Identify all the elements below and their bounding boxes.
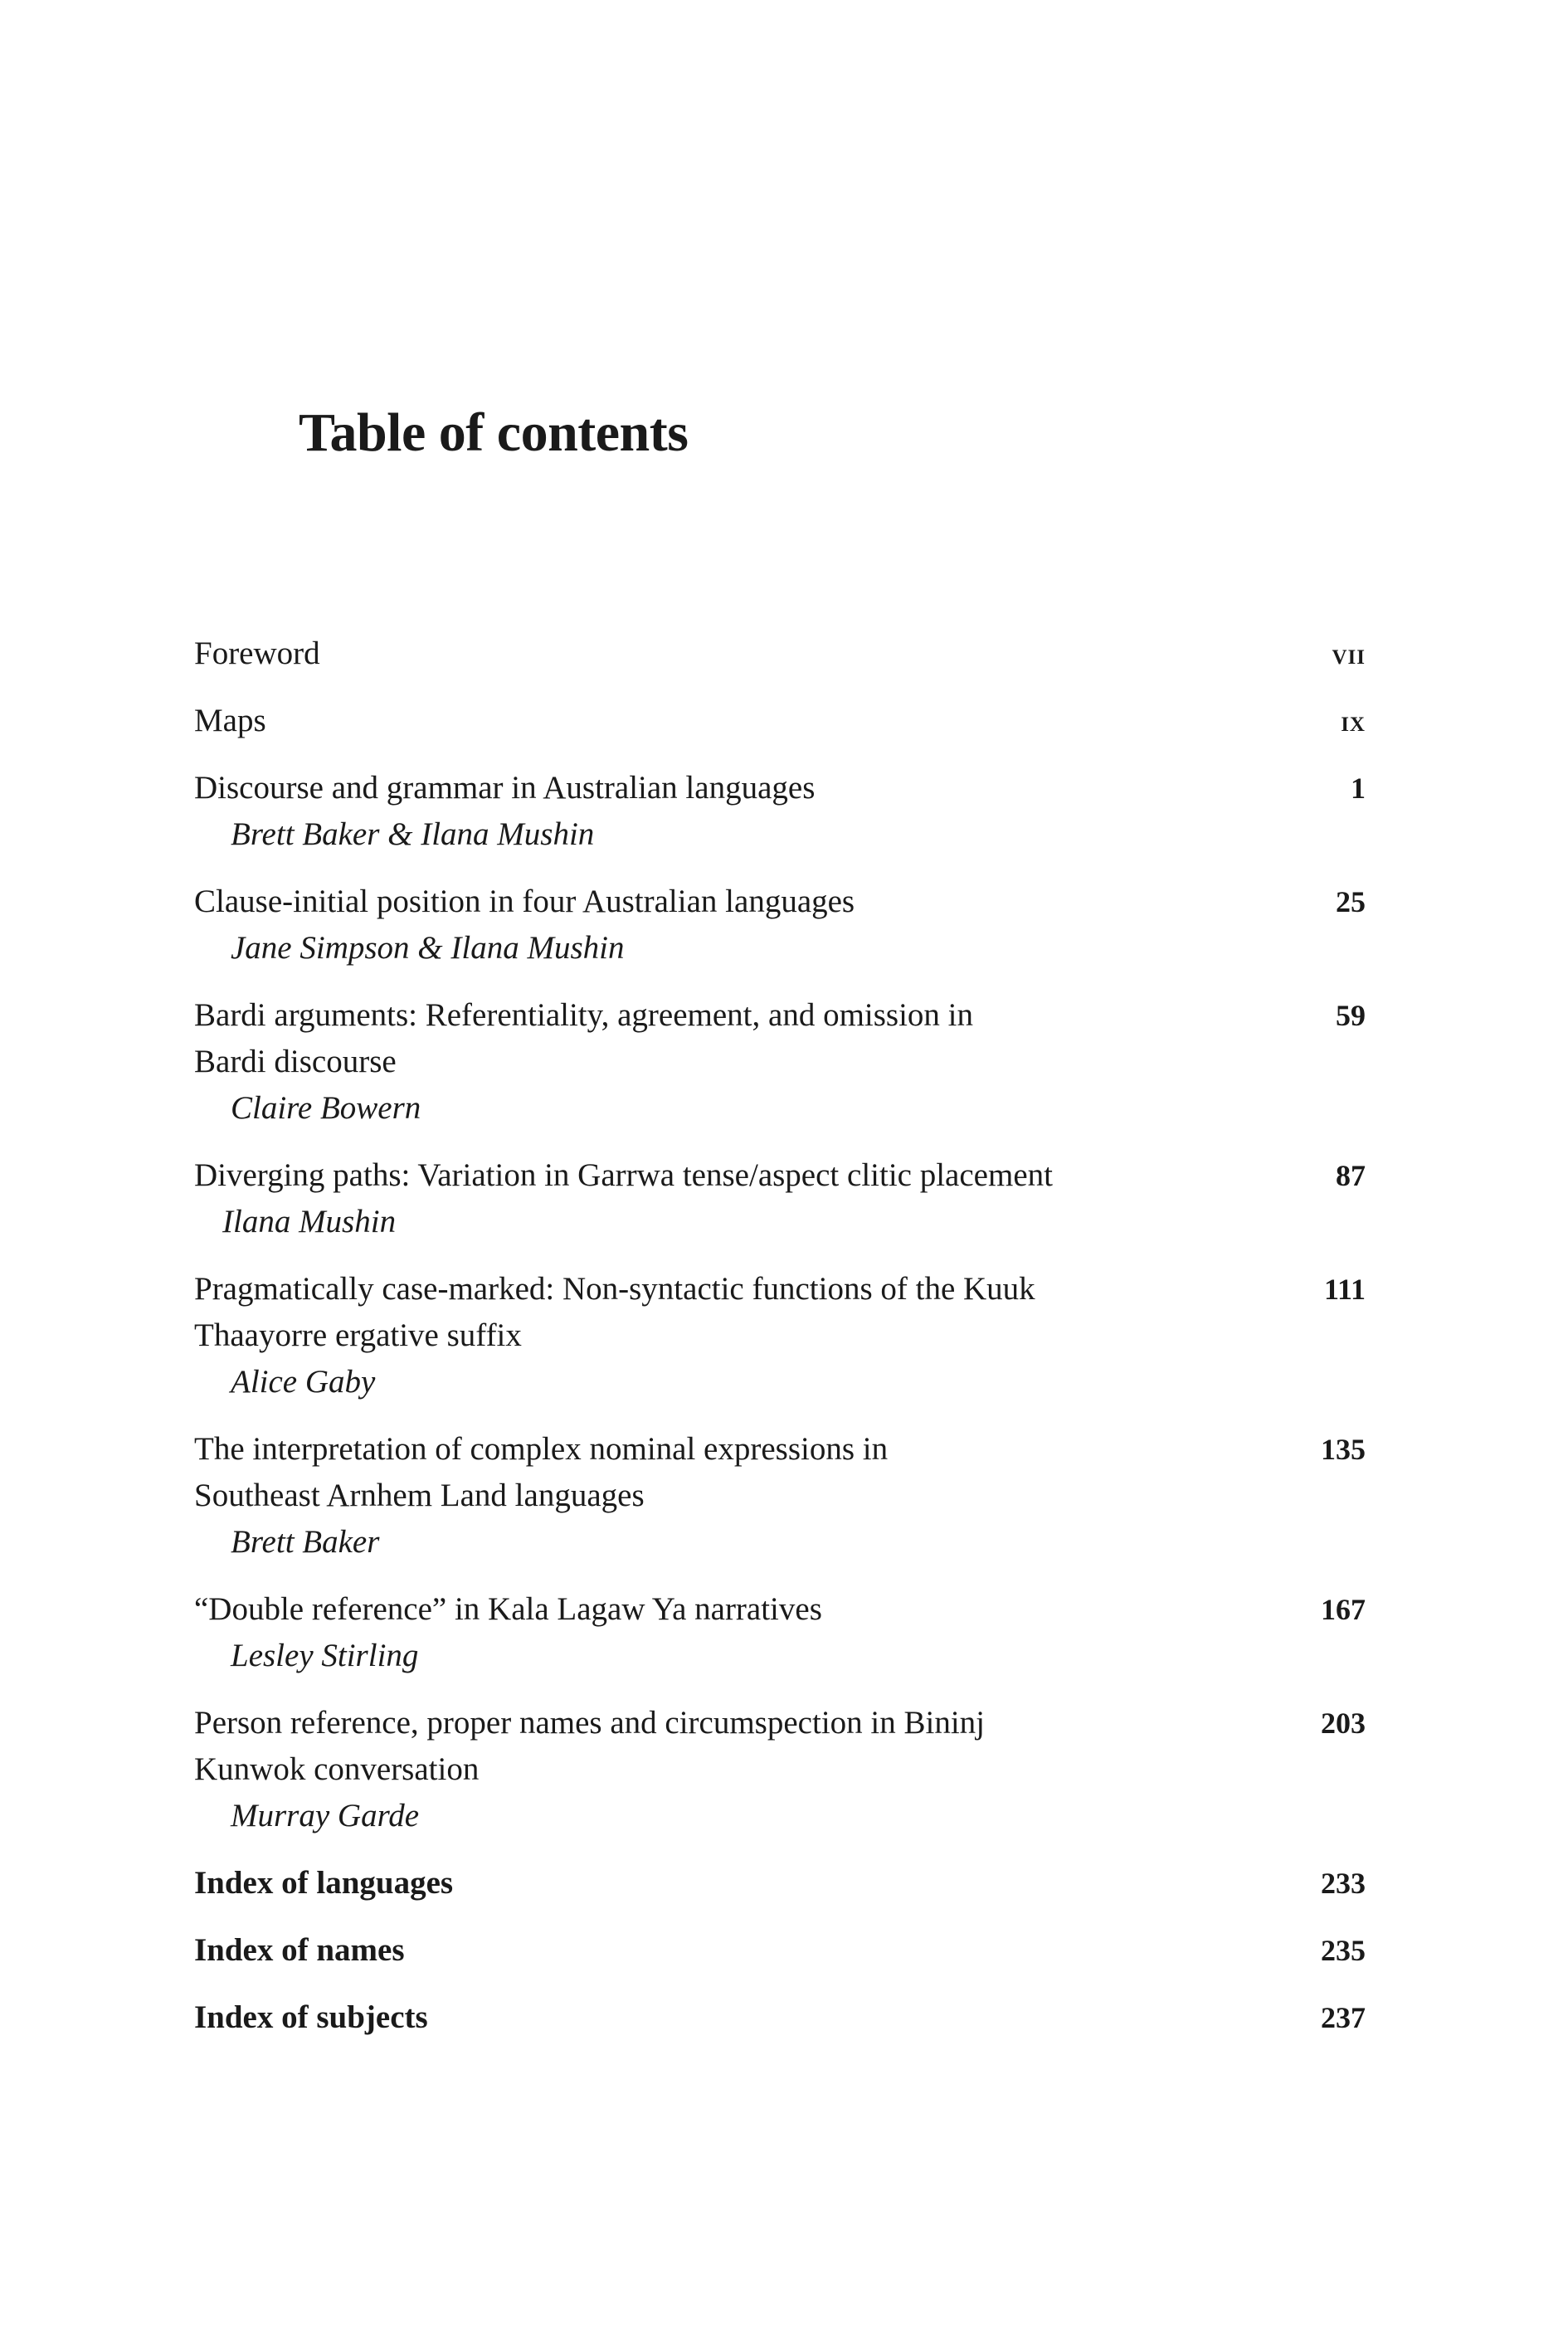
toc-entry-index-subjects[interactable] [194, 1994, 1366, 2041]
toc-entry-foreword[interactable] [194, 631, 1366, 677]
entry-title: Index of languages [194, 1865, 454, 1901]
entry-page-number: vii [1332, 637, 1366, 670]
toc-entry-chapter-7[interactable] [194, 1586, 1366, 1679]
entry-author: Ilana Mushin [222, 1204, 397, 1239]
entry-page-number: 25 [1336, 885, 1366, 918]
entry-text [194, 992, 1148, 1132]
entry-text [194, 631, 1148, 677]
page-title: Table of contents [299, 402, 689, 463]
entry-page-number: 167 [1321, 1593, 1366, 1626]
entry-title: Diverging paths: Variation in Garrwa tense/aspect clitic placement [194, 1157, 1053, 1193]
toc-entry-chapter-3[interactable] [194, 992, 1366, 1132]
entry-page-number: ix [1341, 704, 1366, 738]
entry-text [194, 1426, 1148, 1566]
entry-text [194, 765, 1148, 858]
entry-text [194, 1994, 1148, 2041]
entry-title: Index of subjects [194, 1999, 428, 2035]
entry-page-number: 203 [1321, 1707, 1366, 1740]
entry-title: “Double reference” in Kala Lagaw Ya narratives [194, 1591, 822, 1627]
toc-entry-chapter-8[interactable] [194, 1700, 1366, 1839]
toc-entry-maps[interactable] [194, 698, 1366, 744]
entry-page-number: 111 [1323, 1273, 1366, 1306]
entry-text [194, 879, 1148, 971]
entry-page-number: 59 [1336, 999, 1366, 1032]
entry-text [194, 1860, 1148, 1906]
entry-page-number: 87 [1336, 1159, 1366, 1192]
entry-text [194, 1927, 1148, 1974]
entry-page-number: 233 [1321, 1867, 1366, 1900]
entry-page-number: 237 [1321, 2001, 1366, 2034]
toc-entry-index-languages[interactable] [194, 1860, 1366, 1906]
entry-page-number: 1 [1351, 772, 1366, 805]
entry-author: Brett Baker & Ilana Mushin [231, 816, 595, 852]
entry-author: Jane Simpson & Ilana Mushin [231, 930, 625, 966]
entry-text [194, 1700, 1148, 1839]
toc-entry-index-names[interactable] [194, 1927, 1366, 1974]
entry-page-number: 135 [1321, 1433, 1366, 1466]
entry-title: Foreword [194, 635, 320, 671]
toc-entry-chapter-6[interactable] [194, 1426, 1366, 1566]
entry-text [194, 1266, 1148, 1405]
entry-title: Clause-initial position in four Australian languages [194, 884, 855, 919]
toc-entry-chapter-2[interactable] [194, 879, 1366, 971]
entry-title: The interpretation of complex nominal expressions in Southeast Arnhem Land languages [194, 1431, 889, 1513]
entry-author: Claire Bowern [231, 1090, 421, 1126]
entry-title: Index of names [194, 1932, 405, 1968]
entry-title: Pragmatically case-marked: Non-syntactic functions of the Kuuk Thaayorre ergative suffix [194, 1271, 1035, 1353]
toc-entry-chapter-5[interactable] [194, 1266, 1366, 1405]
entry-title: Discourse and grammar in Australian languages [194, 770, 816, 806]
entry-title: Bardi arguments: Referentiality, agreement, and omission in Bardi discourse [194, 997, 974, 1079]
entry-author: Brett Baker [231, 1524, 380, 1560]
toc-list [194, 631, 1366, 2062]
entry-author: Alice Gaby [231, 1364, 376, 1400]
entry-text [194, 1586, 1148, 1679]
entry-title: Maps [194, 703, 266, 738]
entry-page-number: 235 [1321, 1934, 1366, 1967]
toc-entry-chapter-4[interactable] [194, 1152, 1366, 1245]
entry-author: Lesley Stirling [231, 1638, 419, 1673]
entry-title: Person reference, proper names and circumspection in Bininj Kunwok conversation [194, 1705, 986, 1787]
entry-author: Murray Garde [231, 1798, 420, 1833]
entry-text [194, 698, 1148, 744]
entry-text [194, 1152, 1148, 1245]
toc-entry-chapter-1[interactable] [194, 765, 1366, 858]
